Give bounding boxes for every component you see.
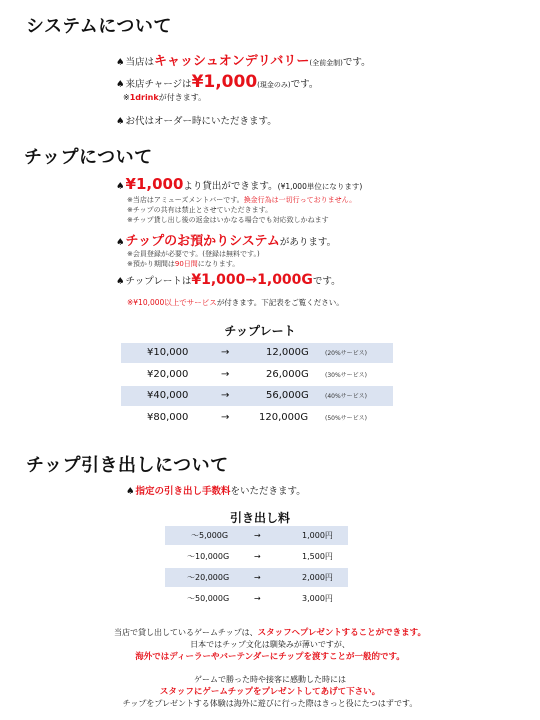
footer-line-4: ゲームで勝った時や接客に感動した時には bbox=[194, 675, 346, 684]
table-row bbox=[121, 386, 393, 406]
range-cell: ～5,000G bbox=[191, 531, 229, 540]
arrow-cell: → bbox=[254, 594, 261, 603]
note-mark: ※ bbox=[123, 93, 130, 102]
range-cell: ～20,000G bbox=[187, 573, 230, 582]
rate-text: ¥1,000→1,000G bbox=[191, 272, 313, 288]
text: が付きます。 bbox=[158, 93, 207, 102]
text: 当店は bbox=[125, 57, 155, 68]
withdraw-table-title: 引き出し料 bbox=[229, 511, 290, 525]
chip-line-rate bbox=[116, 272, 341, 288]
note-text: (現金のみ) bbox=[257, 81, 291, 89]
text: 当店で貸し出しているゲームチップは、 bbox=[114, 628, 258, 637]
fee-cell: 1,500円 bbox=[302, 552, 333, 561]
system-line-payment bbox=[116, 113, 277, 127]
system-heading: システムについて bbox=[26, 16, 172, 37]
spade-icon: ♠ bbox=[116, 57, 125, 68]
spade-icon: ♠ bbox=[116, 276, 125, 287]
footer-line-5 bbox=[0, 686, 540, 698]
spade-icon: ♠ bbox=[116, 79, 125, 90]
chip-line-deposit bbox=[116, 230, 336, 249]
footer-line-6: チップをプレゼントする体験は海外に遊びに行った際はきっと役にたつはずです。 bbox=[122, 699, 418, 708]
range-cell: ～50,000G bbox=[187, 594, 230, 603]
footer-line-2: 日本ではチップ文化は馴染みが薄いですが、 bbox=[190, 640, 350, 649]
spade-icon: ♠ bbox=[116, 237, 125, 248]
text: になります。 bbox=[197, 260, 240, 268]
text: ※当店はアミューズメントバーです。 bbox=[127, 196, 244, 204]
fee-cell: 1,000円 bbox=[302, 531, 333, 540]
system-line-cash-on-delivery bbox=[116, 50, 371, 69]
text: お代はオーダー時にいただきます。 bbox=[125, 116, 277, 127]
table-row bbox=[165, 526, 348, 545]
chip-cell: 26,000G bbox=[266, 369, 309, 380]
table-row bbox=[121, 365, 393, 385]
yen-cell: ¥80,000 bbox=[147, 412, 189, 423]
note-text: (全前金制) bbox=[309, 59, 343, 67]
withdraw-line-fee bbox=[126, 483, 306, 497]
arrow-cell: → bbox=[221, 390, 230, 401]
footer-line-3 bbox=[0, 651, 540, 663]
highlight-text: 海外ではディーラーやバーテンダーにチップを渡すことが一般的です。 bbox=[135, 652, 405, 662]
service-text: ※¥10,000以上でサービス bbox=[127, 298, 217, 307]
system-line-charge bbox=[116, 72, 318, 92]
highlight-text: キャッシュオンデリバリー bbox=[154, 54, 310, 69]
system-drink-note bbox=[123, 92, 206, 103]
range-cell: ～10,000G bbox=[187, 552, 230, 561]
warning-text: 換金行為は一切行っておりません。 bbox=[243, 196, 357, 204]
spade-icon: ♠ bbox=[126, 486, 135, 497]
text: が付きます。下記表をご覧ください。 bbox=[216, 298, 344, 307]
rate-table bbox=[121, 343, 393, 429]
chip-note-period bbox=[127, 259, 239, 269]
drink-text: 1drink bbox=[129, 93, 159, 102]
fee-text: 指定の引き出し手数料 bbox=[135, 486, 231, 497]
arrow-cell: → bbox=[221, 412, 230, 423]
price-text: ¥1,000 bbox=[191, 72, 258, 92]
fee-cell: 3,000円 bbox=[302, 594, 333, 603]
table-row bbox=[165, 589, 348, 608]
chip-note-amusement bbox=[127, 195, 356, 205]
footer-line-1 bbox=[0, 627, 540, 639]
spade-icon: ♠ bbox=[116, 116, 125, 127]
price-text: ¥1,000 bbox=[125, 175, 184, 193]
service-cell: (30%サービス) bbox=[325, 372, 368, 379]
highlight-text: チップのお預かりシステム bbox=[125, 234, 280, 249]
withdraw-heading: チップ引き出しについて bbox=[26, 455, 229, 476]
yen-cell: ¥40,000 bbox=[147, 390, 189, 401]
text: があります。 bbox=[279, 237, 337, 248]
chip-cell: 120,000G bbox=[259, 412, 309, 423]
chip-line-lending bbox=[116, 175, 362, 193]
fee-cell: 2,000円 bbox=[302, 573, 333, 582]
note-text: (¥1,000単位になります) bbox=[277, 182, 363, 191]
chip-note-membership: ※会員登録が必要です。(登録は無料です。) bbox=[127, 250, 260, 258]
arrow-cell: → bbox=[221, 347, 230, 358]
table-row bbox=[165, 568, 348, 587]
text: ※預かり期間は bbox=[127, 260, 175, 268]
period-text: 90日間 bbox=[174, 260, 198, 268]
arrow-cell: → bbox=[254, 573, 261, 582]
text: より貸出ができます。 bbox=[183, 181, 278, 192]
yen-cell: ¥20,000 bbox=[147, 369, 189, 380]
chip-note-sharing: ※チップの共有は禁止とさせていただきます。 bbox=[127, 206, 273, 214]
arrow-cell: → bbox=[221, 369, 230, 380]
chip-cell: 12,000G bbox=[266, 347, 309, 358]
chip-heading: チップについて bbox=[24, 147, 153, 168]
text: です。 bbox=[342, 57, 371, 68]
highlight-text: スタッフへプレゼントすることができます。 bbox=[257, 628, 426, 638]
chip-cell: 56,000G bbox=[266, 390, 309, 401]
text: です。 bbox=[312, 276, 341, 287]
text: 来店チャージは bbox=[125, 79, 192, 90]
withdraw-table bbox=[165, 526, 348, 608]
table-row bbox=[165, 547, 348, 566]
spade-icon: ♠ bbox=[116, 181, 125, 192]
rate-table-title: チップレート bbox=[224, 324, 296, 338]
table-row bbox=[121, 408, 393, 428]
chip-note-service bbox=[127, 297, 344, 308]
text: チップレートは bbox=[125, 276, 192, 287]
chip-note-refund: ※チップ貸し出し後の返金はいかなる場合でも対応致しかねます bbox=[127, 216, 329, 224]
yen-cell: ¥10,000 bbox=[147, 347, 189, 358]
text: です。 bbox=[290, 79, 319, 90]
arrow-cell: → bbox=[254, 531, 261, 540]
table-row bbox=[121, 343, 393, 363]
highlight-text: スタッフにゲームチップをプレゼントしてあげて下さい。 bbox=[159, 687, 381, 697]
arrow-cell: → bbox=[254, 552, 261, 561]
service-cell: (40%サービス) bbox=[325, 393, 368, 400]
service-cell: (50%サービス) bbox=[325, 415, 368, 422]
text: をいただきます。 bbox=[230, 486, 306, 497]
service-cell: (20%サービス) bbox=[325, 350, 368, 357]
